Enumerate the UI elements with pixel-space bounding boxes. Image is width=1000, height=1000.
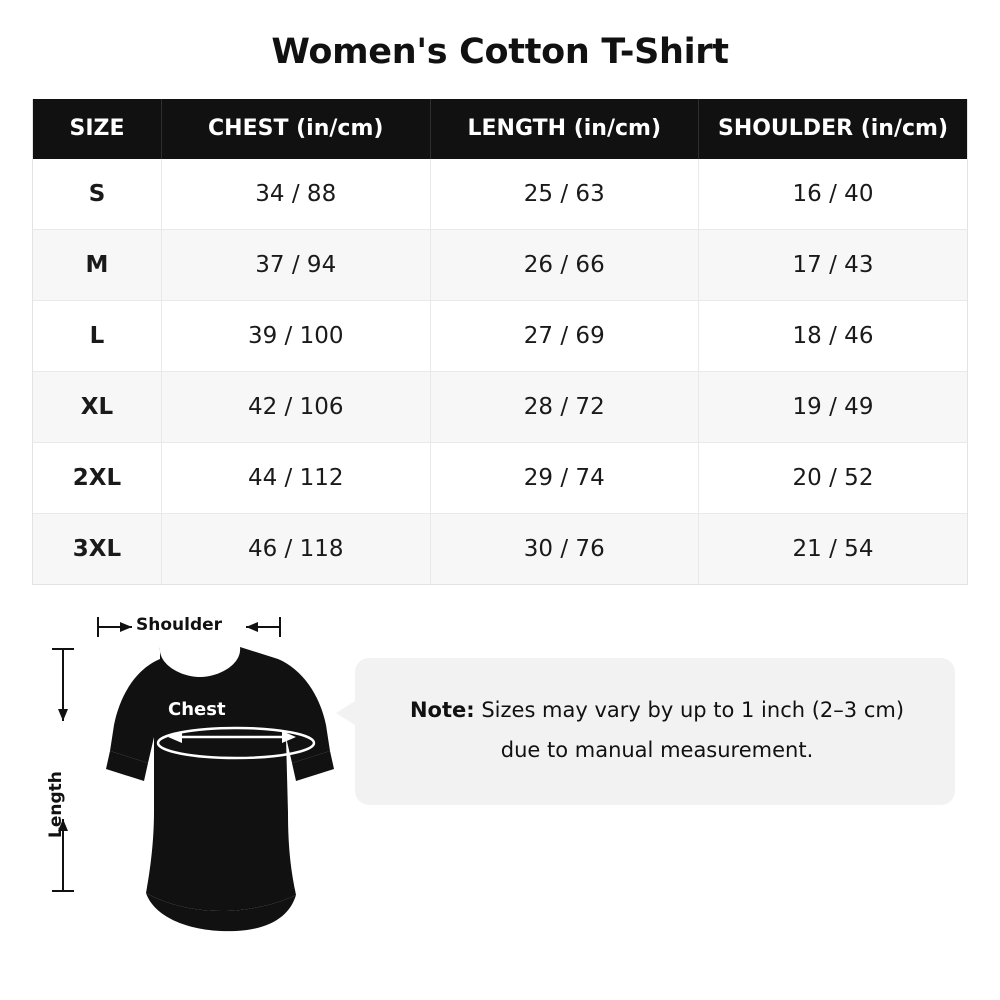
table-row <box>33 371 967 442</box>
shoulder-arrow-left <box>120 622 132 632</box>
cell-size: M <box>33 229 162 300</box>
size-table-container <box>32 99 968 585</box>
tshirt-shape <box>106 647 334 931</box>
shoulder-arrow-right <box>246 622 258 632</box>
column-header-shoulder: SHOULDER (in/cm) <box>699 99 968 159</box>
column-header-size: SIZE <box>33 99 162 159</box>
cell-shoulder: 16 / 40 <box>699 159 968 230</box>
cell-shoulder: 18 / 46 <box>699 300 968 371</box>
length-dimension-line <box>52 649 74 891</box>
column-header-length: LENGTH (in/cm) <box>430 99 699 159</box>
page-title: Women's Cotton T-Shirt <box>271 32 729 72</box>
cell-shoulder: 17 / 43 <box>699 229 968 300</box>
table-body <box>33 159 967 584</box>
cell-length: 29 / 74 <box>430 442 699 513</box>
cell-shoulder: 20 / 52 <box>699 442 968 513</box>
tshirt-illustration <box>40 603 360 933</box>
cell-chest: 42 / 106 <box>162 371 431 442</box>
cell-size: 3XL <box>33 513 162 584</box>
cell-shoulder: 19 / 49 <box>699 371 968 442</box>
table-row <box>33 159 967 230</box>
note-label: Note: <box>409 697 475 722</box>
table-row <box>33 229 967 300</box>
table-header-row <box>33 99 967 159</box>
cell-chest: 34 / 88 <box>162 159 431 230</box>
note-bubble <box>355 658 955 806</box>
cell-size: S <box>33 159 162 230</box>
column-header-chest: CHEST (in/cm) <box>162 99 431 159</box>
cell-chest: 46 / 118 <box>162 513 431 584</box>
cell-length: 27 / 69 <box>430 300 699 371</box>
note-line-2: due to manual measurement. <box>500 738 814 763</box>
shoulder-label: Shoulder <box>136 614 223 635</box>
cell-size: 2XL <box>33 442 162 513</box>
cell-chest: 44 / 112 <box>162 442 431 513</box>
table-row <box>33 442 967 513</box>
table-row <box>33 513 967 584</box>
note-line-1 <box>389 690 925 731</box>
cell-size: XL <box>33 371 162 442</box>
cell-length: 25 / 63 <box>430 159 699 230</box>
table-row <box>33 300 967 371</box>
cell-size: L <box>33 300 162 371</box>
cell-chest: 39 / 100 <box>162 300 431 371</box>
tshirt-svg <box>40 603 360 933</box>
length-arrow-top <box>58 709 68 721</box>
chest-label: Chest <box>168 698 226 720</box>
cell-length: 26 / 66 <box>430 229 699 300</box>
measurement-diagram <box>0 603 1000 933</box>
cell-shoulder: 21 / 54 <box>699 513 968 584</box>
cell-chest: 37 / 94 <box>162 229 431 300</box>
size-table <box>33 99 967 584</box>
length-label: Length <box>46 770 66 838</box>
cell-length: 30 / 76 <box>430 513 699 584</box>
note-text-1: Sizes may vary by up to 1 inch (2–3 cm) <box>474 697 905 722</box>
cell-length: 28 / 72 <box>430 371 699 442</box>
table-header <box>33 99 967 159</box>
